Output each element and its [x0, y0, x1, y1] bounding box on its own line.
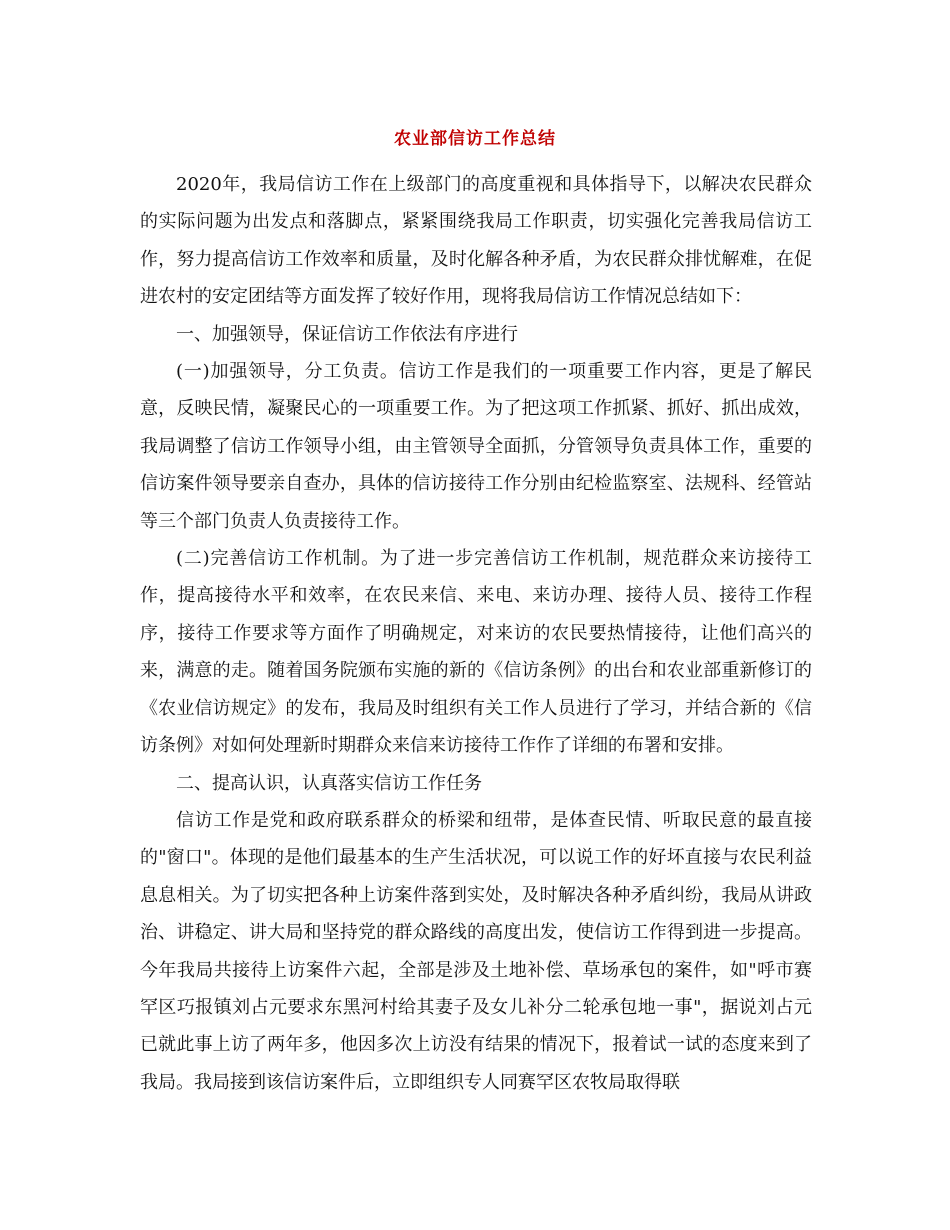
- paragraph-awareness: 信访工作是党和政府联系群众的桥梁和纽带，是体查民情、听取民意的最直接的"窗口"。体现的是他们最基本的生产生活状况，可以说工作的好坏直接与农民利益息息相关。为了切实把各种上访案件落到实处，及时解决各种矛盾纠纷，我局从讲政治、讲稳定、讲大局和坚持党的群众路线的高度出发，使信访工作得到进一步提高。今年我局共接待上访案件六起，全部是涉及土地补偿、草场承包的案件，如"呼市赛罕区巧报镇刘占元要求东黑河村给其妻子及女儿补分二轮承包地一事"，据说刘占元已就此事上访了两年多，他因多次上访没有结果的情况下，报着试一试的态度来到了我局。我局接到该信访案件后，立即组织专人同赛罕区农牧局取得联: [140, 809, 812, 1093]
- paragraph-leadership: (一)加强领导，分工负责。信访工作是我们的一项重要工作内容，更是了解民意，反映民情，凝聚民心的一项重要工作。为了把这项工作抓紧、抓好、抓出成效，我局调整了信访工作领导小组，由主管领导全面抓，分管领导负责具体工作，重要的信访案件领导要亲自查办，具体的信访接待工作分别由纪检监察室、法规科、经管站等三个部门负责人负责接待工作。: [140, 361, 812, 532]
- section-heading-1: 一、加强领导，保证信访工作依法有序进行: [176, 323, 518, 345]
- section-heading-2: 二、提高认识，认真落实信访工作任务: [176, 772, 482, 794]
- paragraph-intro: 2020年，我局信访工作在上级部门的高度重视和具体指导下，以解决农民群众的实际问题为出发点和落脚点，紧紧围绕我局工作职责，切实强化完善我局信访工作，努力提高信访工作效率和质量，及时化解各种矛盾，为农民群众排忧解难，在促进农村的安定团结等方面发挥了较好作用，现将我局信访工作情况总结如下：: [140, 174, 812, 308]
- document-title: 农业部信访工作总结: [394, 129, 556, 149]
- document-body: [140, 166, 812, 1101]
- paragraph-mechanism: (二)完善信访工作机制。为了进一步完善信访工作机制，规范群众来访接待工作，提高接待水平和效率，在农民来信、来电、来访办理、接待人员、接待工作程序，接待工作要求等方面作了明确规定，对来访的农民要热情接待，让他们高兴的来，满意的走。随着国务院颁布实施的新的《信访条例》的出台和农业部重新修订的《农业信访规定》的发布，我局及时组织有关工作人员进行了学习，并结合新的《信访条例》对如何处理新时期群众来信来访接待工作作了详细的布署和安排。: [140, 548, 812, 757]
